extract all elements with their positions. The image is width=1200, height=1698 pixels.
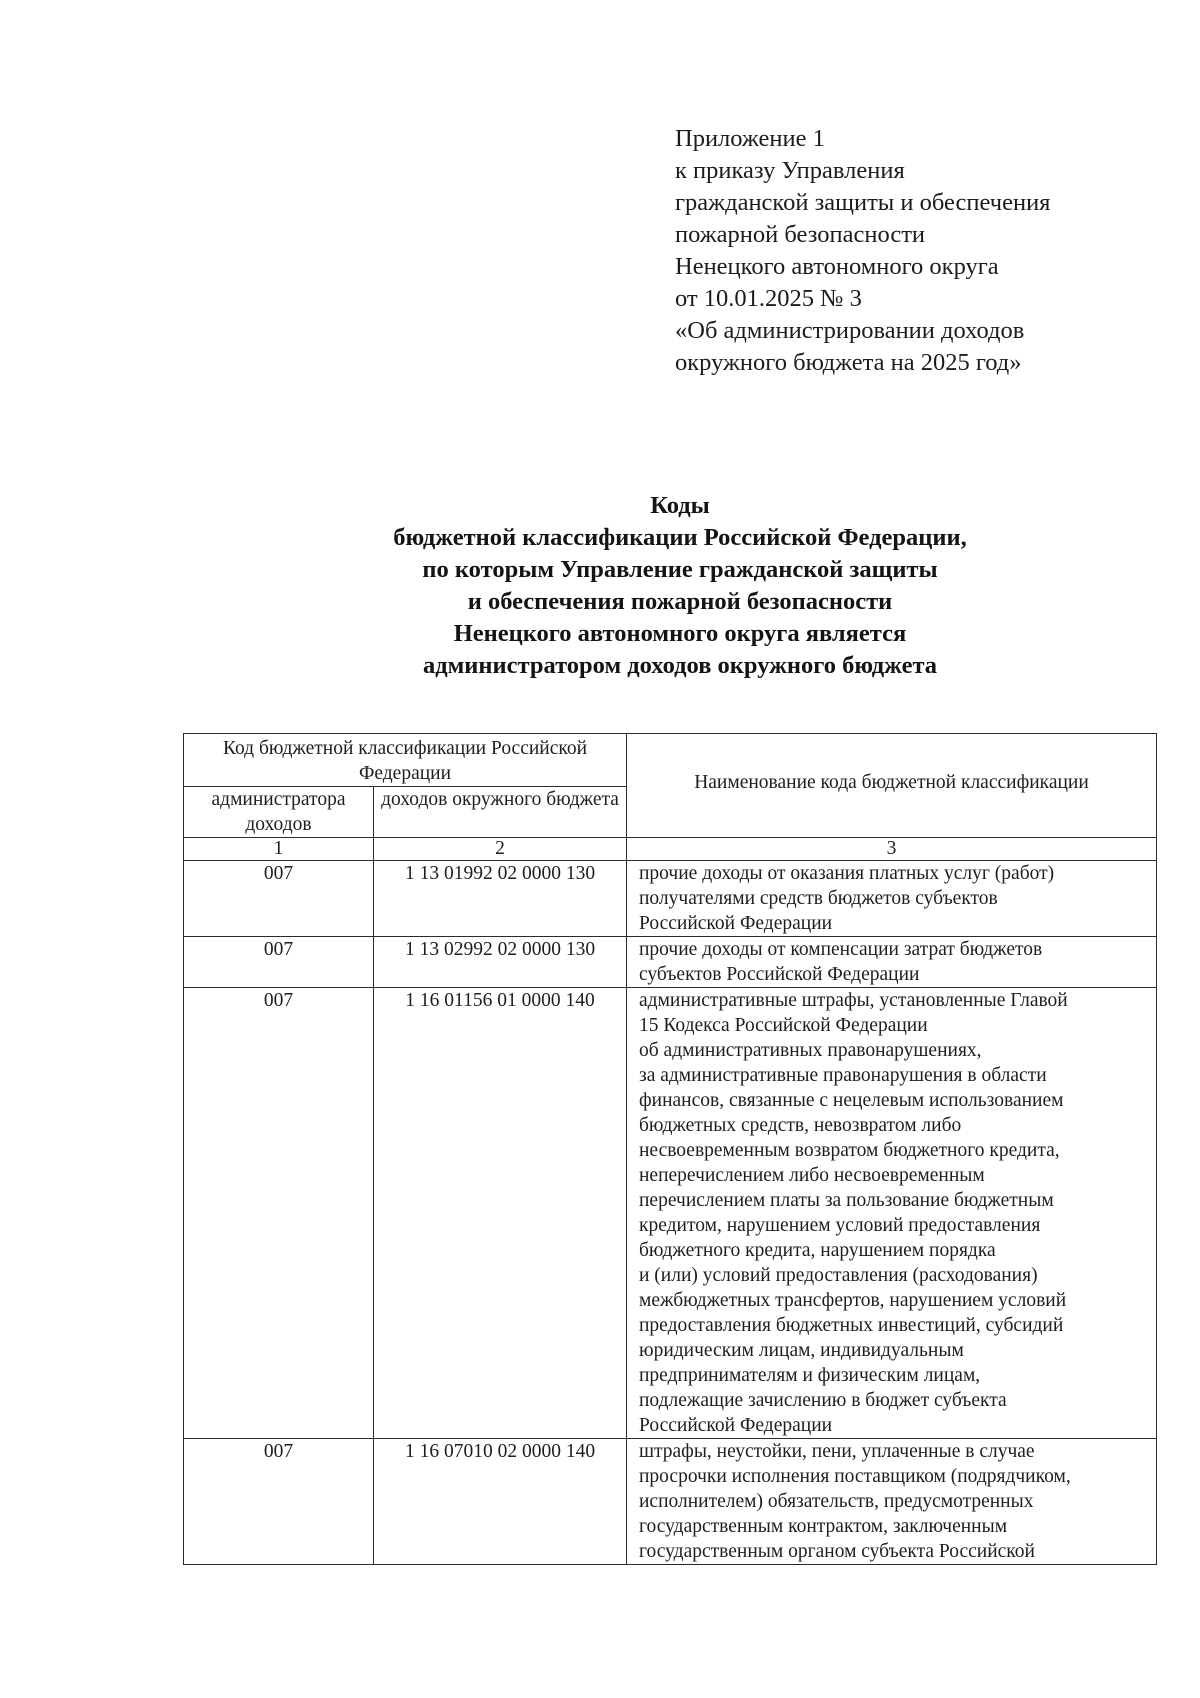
code-name-line: 15 Кодекса Российской Федерации <box>639 1015 928 1036</box>
code-name-line: об административных правонарушениях, <box>639 1040 982 1061</box>
table-body <box>184 861 1157 1565</box>
code-name-line: финансов, связанные с нецелевым использованием <box>639 1090 1064 1111</box>
code-name-line: за административные правонарушения в области <box>639 1065 1047 1086</box>
header-code: доходов окружного бюджета <box>374 787 627 838</box>
annex-line: окружного бюджета на 2025 год» <box>675 349 1022 376</box>
table-row <box>184 1439 1157 1565</box>
header-name: Наименование кода бюджетной классификации <box>627 734 1157 838</box>
code-name-line: просрочки исполнения поставщиком (подрядчиком, <box>639 1466 1071 1487</box>
code-name-line: прочие доходы от оказания платных услуг (работ) <box>639 863 1055 884</box>
column-number: 3 <box>627 838 1157 861</box>
title-line: и обеспечения пожарной безопасности <box>467 588 893 615</box>
code-name-cell <box>627 1439 1157 1565</box>
budget-code-cell: 1 13 01992 02 0000 130 <box>374 861 627 937</box>
code-name-line: несвоевременным возвратом бюджетного кредита, <box>639 1140 1060 1161</box>
code-name-line: подлежащие зачислению в бюджет субъекта <box>639 1390 1007 1411</box>
admin-code-cell: 007 <box>184 988 374 1439</box>
annex-line: от 10.01.2025 № 3 <box>675 285 862 312</box>
budget-code-cell: 1 16 01156 01 0000 140 <box>374 988 627 1439</box>
code-name-line: государственным контрактом, заключенным <box>639 1516 1008 1537</box>
code-name-line: бюджетного кредита, нарушением порядка <box>639 1240 996 1261</box>
annex-line: «Об администрировании доходов <box>675 317 1025 344</box>
title-line: администратором доходов окружного бюджета <box>422 652 938 679</box>
code-name-line: административные штрафы, установленные Главой <box>639 990 1068 1011</box>
code-name-line: межбюджетных трансфертов, нарушением условий <box>639 1290 1067 1311</box>
code-name-line: штрафы, неустойки, пени, уплаченные в случае <box>639 1441 1035 1462</box>
code-name-line: и (или) условий предоставления (расходования) <box>639 1265 1038 1286</box>
code-name-cell <box>627 861 1157 937</box>
title-line: Коды <box>650 492 710 519</box>
budget-code-cell: 1 13 02992 02 0000 130 <box>374 937 627 988</box>
code-name-line: государственным органом субъекта Российской <box>639 1541 1035 1562</box>
column-number: 1 <box>184 838 374 861</box>
code-name-line: неперечислением либо несвоевременным <box>639 1165 985 1186</box>
table-row <box>184 988 1157 1439</box>
annex-line: пожарной безопасности <box>675 221 926 248</box>
code-name-line: юридическим лицам, индивидуальным <box>639 1340 964 1361</box>
code-name-line: получателями средств бюджетов субъектов <box>639 888 998 909</box>
title-line: по которым Управление гражданской защиты <box>422 556 938 583</box>
admin-code-cell: 007 <box>184 937 374 988</box>
code-name-line: перечислением платы за пользование бюджетным <box>639 1190 1054 1211</box>
code-name-line: предоставления бюджетных инвестиций, субсидий <box>639 1315 1064 1336</box>
table-row <box>184 937 1157 988</box>
document-title <box>280 490 1080 682</box>
admin-code-cell: 007 <box>184 861 374 937</box>
table-row <box>184 861 1157 937</box>
code-name-line: Российской Федерации <box>639 913 833 934</box>
title-line: Ненецкого автономного округа является <box>453 620 907 647</box>
budget-codes-table <box>183 733 1157 1565</box>
annex-line: к приказу Управления <box>675 157 905 184</box>
header-code-group: Код бюджетной классификации Российской Федерации <box>184 734 627 787</box>
annex-line: Приложение 1 <box>675 125 825 152</box>
code-name-line: прочие доходы от компенсации затрат бюджетов <box>639 939 1043 960</box>
annex-line: гражданской защиты и обеспечения <box>675 189 1051 216</box>
header-admin: администратора доходов <box>184 787 374 838</box>
code-name-cell <box>627 937 1157 988</box>
column-number: 2 <box>374 838 627 861</box>
budget-code-cell: 1 16 07010 02 0000 140 <box>374 1439 627 1565</box>
code-name-line: предпринимателям и физическим лицам, <box>639 1365 981 1386</box>
code-name-line: кредитом, нарушением условий предоставления <box>639 1215 1041 1236</box>
admin-code-cell: 007 <box>184 1439 374 1565</box>
annex-line: Ненецкого автономного округа <box>675 253 999 280</box>
code-name-line: исполнителем) обязательств, предусмотренных <box>639 1491 1034 1512</box>
code-name-cell <box>627 988 1157 1439</box>
code-name-line: Российской Федерации <box>639 1415 833 1436</box>
code-name-line: бюджетных средств, невозвратом либо <box>639 1115 962 1136</box>
code-name-line: субъектов Российской Федерации <box>639 964 920 985</box>
annex-header <box>675 123 1155 379</box>
title-line: бюджетной классификации Российской Федерации, <box>393 524 967 551</box>
table-header-row <box>184 734 1157 787</box>
table-number-row <box>184 838 1157 861</box>
